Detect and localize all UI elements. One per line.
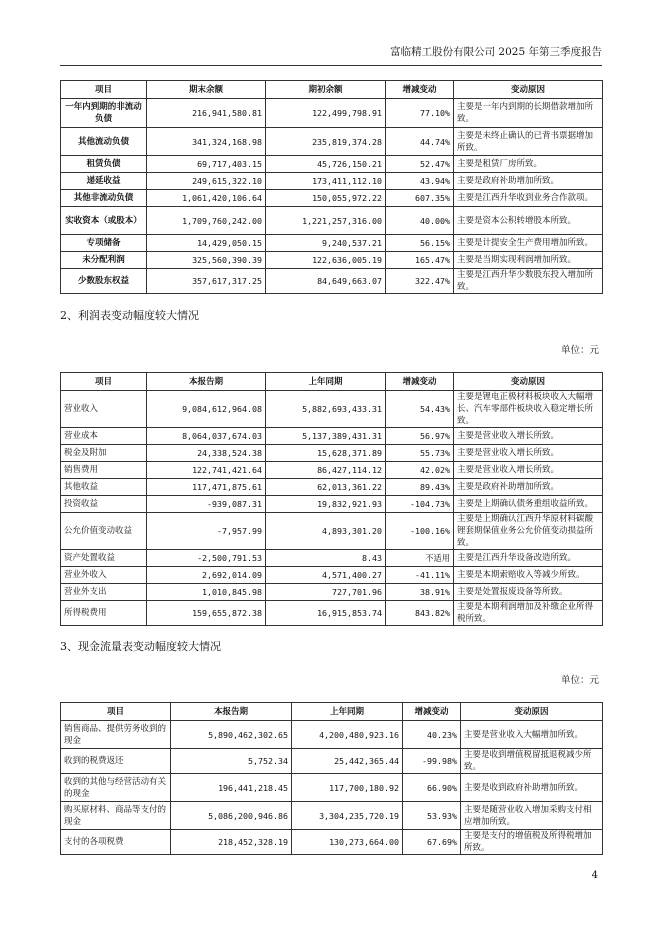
reason-cell: 主要是一年内到期的长期借款增加所致。 bbox=[454, 99, 603, 128]
table-row bbox=[61, 567, 603, 584]
item-cell: 实收资本（或股本） bbox=[61, 207, 147, 235]
column-header: 变动原因 bbox=[454, 81, 603, 99]
table-row bbox=[61, 99, 603, 128]
table-header-row bbox=[61, 373, 603, 391]
table-row bbox=[61, 269, 603, 294]
cashflow-changes-table bbox=[60, 702, 603, 855]
change-percent-cell: 67.69% bbox=[403, 830, 461, 855]
reason-cell: 主要是资本公积转增股本所致。 bbox=[454, 207, 603, 235]
table-row bbox=[61, 513, 603, 550]
table-row bbox=[61, 479, 603, 496]
column-header: 期初余额 bbox=[266, 81, 386, 99]
reason-cell: 主要是本期利润增加及补缴企业所得税所致。 bbox=[454, 601, 603, 626]
reason-cell: 主要是营业收入增长所致。 bbox=[454, 445, 603, 462]
column-header: 上年同期 bbox=[292, 703, 403, 721]
prior-value-cell: 4,571,400.27 bbox=[266, 567, 386, 584]
item-cell: 支付的各项税费 bbox=[61, 830, 171, 855]
current-value-cell: 159,655,872.38 bbox=[147, 601, 266, 626]
table-row bbox=[61, 749, 603, 774]
item-cell: 租赁负债 bbox=[61, 156, 147, 173]
current-value-cell: 2,692,014.09 bbox=[147, 567, 266, 584]
item-cell: 未分配利润 bbox=[61, 252, 147, 269]
current-value-cell: 14,429,050.15 bbox=[147, 235, 266, 252]
balance-sheet-changes-table bbox=[60, 80, 603, 294]
change-percent-cell: -99.98% bbox=[403, 749, 461, 774]
current-value-cell: 24,338,524.38 bbox=[147, 445, 266, 462]
table-row bbox=[61, 391, 603, 428]
change-percent-cell: 165.47% bbox=[386, 252, 454, 269]
prior-value-cell: 727,701.96 bbox=[266, 584, 386, 601]
current-value-cell: 1,010,845.98 bbox=[147, 584, 266, 601]
current-value-cell: -2,500,791.53 bbox=[147, 550, 266, 567]
reason-cell: 主要是营业收入大幅增加所致。 bbox=[461, 721, 603, 749]
current-value-cell: 117,471,875.61 bbox=[147, 479, 266, 496]
change-percent-cell: 322.47% bbox=[386, 269, 454, 294]
column-header: 增减变动 bbox=[403, 703, 461, 721]
reason-cell: 主要是锂电正极材料板块收入大幅增长、汽车零部件板块收入稳定增长所致。 bbox=[454, 391, 603, 428]
change-percent-cell: 607.35% bbox=[386, 190, 454, 207]
change-percent-cell: 55.73% bbox=[386, 445, 454, 462]
change-percent-cell: 42.02% bbox=[386, 462, 454, 479]
column-header: 增减变动 bbox=[386, 373, 454, 391]
column-header: 增减变动 bbox=[386, 81, 454, 99]
current-value-cell: 5,086,200,946.86 bbox=[171, 802, 292, 830]
current-value-cell: 341,324,168.98 bbox=[147, 128, 266, 156]
reason-cell: 主要是收到增值税留抵退税减少所致。 bbox=[461, 749, 603, 774]
table-row bbox=[61, 235, 603, 252]
prior-value-cell: 1,221,257,316.00 bbox=[266, 207, 386, 235]
item-cell: 专项储备 bbox=[61, 235, 147, 252]
prior-value-cell: 15,628,371.89 bbox=[266, 445, 386, 462]
prior-value-cell: 173,411,112.10 bbox=[266, 173, 386, 190]
current-value-cell: 325,560,390.39 bbox=[147, 252, 266, 269]
table-row bbox=[61, 601, 603, 626]
reason-cell: 主要是江西升华设备改造所致。 bbox=[454, 550, 603, 567]
reason-cell: 主要是政府补助增加所致。 bbox=[454, 479, 603, 496]
income-statement-changes-table bbox=[60, 372, 603, 626]
table-row bbox=[61, 462, 603, 479]
current-value-cell: 1,061,420,106.64 bbox=[147, 190, 266, 207]
current-value-cell: 8,064,037,674.03 bbox=[147, 428, 266, 445]
item-cell: 递延收益 bbox=[61, 173, 147, 190]
item-cell: 其他非流动负债 bbox=[61, 190, 147, 207]
current-value-cell: 357,617,317.25 bbox=[147, 269, 266, 294]
item-cell: 税金及附加 bbox=[61, 445, 147, 462]
prior-value-cell: 84,649,663.07 bbox=[266, 269, 386, 294]
prior-value-cell: 3,304,235,720.19 bbox=[292, 802, 403, 830]
table-row bbox=[61, 207, 603, 235]
table-row bbox=[61, 802, 603, 830]
prior-value-cell: 62,013,361.22 bbox=[266, 479, 386, 496]
unit-label-income: 单位：元 bbox=[560, 345, 599, 356]
section-title-income: 2、利润表变动幅度较大情况 bbox=[60, 309, 199, 322]
table-row bbox=[61, 774, 603, 802]
prior-value-cell: 122,636,005.19 bbox=[266, 252, 386, 269]
change-percent-cell: 40.23% bbox=[403, 721, 461, 749]
column-header: 项目 bbox=[61, 703, 171, 721]
table-row bbox=[61, 428, 603, 445]
table-row bbox=[61, 445, 603, 462]
item-cell: 购买原材料、商品等支付的现金 bbox=[61, 802, 171, 830]
reason-cell: 主要是租赁厂房所致。 bbox=[454, 156, 603, 173]
change-percent-cell: 56.97% bbox=[386, 428, 454, 445]
current-value-cell: 216,941,580.81 bbox=[147, 99, 266, 128]
current-value-cell: 122,741,421.64 bbox=[147, 462, 266, 479]
item-cell: 营业成本 bbox=[61, 428, 147, 445]
table-row bbox=[61, 550, 603, 567]
change-percent-cell: 43.94% bbox=[386, 173, 454, 190]
item-cell: 公允价值变动收益 bbox=[61, 513, 147, 550]
change-percent-cell: 66.90% bbox=[403, 774, 461, 802]
item-cell: 少数股东权益 bbox=[61, 269, 147, 294]
current-value-cell: 218,452,328.19 bbox=[171, 830, 292, 855]
prior-value-cell: 4,893,301.20 bbox=[266, 513, 386, 550]
column-header: 本报告期 bbox=[147, 373, 266, 391]
table-row bbox=[61, 173, 603, 190]
reason-cell: 主要是本期索赔收入等减少所致。 bbox=[454, 567, 603, 584]
change-percent-cell: 52.47% bbox=[386, 156, 454, 173]
item-cell: 收到的其他与经营活动有关的现金 bbox=[61, 774, 171, 802]
item-cell: 所得税费用 bbox=[61, 601, 147, 626]
current-value-cell: 5,890,462,302.65 bbox=[171, 721, 292, 749]
table-row bbox=[61, 156, 603, 173]
item-cell: 其他流动负债 bbox=[61, 128, 147, 156]
page-number: 4 bbox=[591, 870, 598, 881]
reason-cell: 主要是随营业收入增加采购支付相应增加所致。 bbox=[461, 802, 603, 830]
column-header: 项目 bbox=[61, 373, 147, 391]
table-header-row bbox=[61, 703, 603, 721]
table-header-row bbox=[61, 81, 603, 99]
unit-label-cashflow: 单位：元 bbox=[560, 675, 599, 686]
reason-cell: 主要是营业收入增长所致。 bbox=[454, 428, 603, 445]
prior-value-cell: 122,499,798.91 bbox=[266, 99, 386, 128]
current-value-cell: 1,709,760,242.00 bbox=[147, 207, 266, 235]
reason-cell: 主要是处置报废设备等所致。 bbox=[454, 584, 603, 601]
change-percent-cell: 不适用 bbox=[386, 550, 454, 567]
current-value-cell: 9,084,612,964.08 bbox=[147, 391, 266, 428]
item-cell: 销售商品、提供劳务收到的现金 bbox=[61, 721, 171, 749]
change-percent-cell: -41.11% bbox=[386, 567, 454, 584]
item-cell: 营业外收入 bbox=[61, 567, 147, 584]
change-percent-cell: 44.74% bbox=[386, 128, 454, 156]
prior-value-cell: 130,273,664.00 bbox=[292, 830, 403, 855]
prior-value-cell: 45,726,150.21 bbox=[266, 156, 386, 173]
reason-cell: 主要是政府补助增加所致。 bbox=[454, 173, 603, 190]
prior-value-cell: 4,200,480,923.16 bbox=[292, 721, 403, 749]
reason-cell: 主要是收到政府补助增加所致。 bbox=[461, 774, 603, 802]
change-percent-cell: 40.00% bbox=[386, 207, 454, 235]
change-percent-cell: 77.10% bbox=[386, 99, 454, 128]
column-header: 上年同期 bbox=[266, 373, 386, 391]
change-percent-cell: 53.93% bbox=[403, 802, 461, 830]
table-row bbox=[61, 128, 603, 156]
column-header: 项目 bbox=[61, 81, 147, 99]
item-cell: 销售费用 bbox=[61, 462, 147, 479]
reason-cell: 主要是计提安全生产费用增加所致。 bbox=[454, 235, 603, 252]
table-row bbox=[61, 721, 603, 749]
column-header: 变动原因 bbox=[461, 703, 603, 721]
item-cell: 收到的税费返还 bbox=[61, 749, 171, 774]
reason-cell: 主要是江西升华少数股东投入增加所致。 bbox=[454, 269, 603, 294]
current-value-cell: 249,615,322.10 bbox=[147, 173, 266, 190]
reason-cell: 主要是未终止确认的已背书票据增加所致。 bbox=[454, 128, 603, 156]
current-value-cell: -7,957.99 bbox=[147, 513, 266, 550]
report-header: 富临精工股份有限公司 2025 年第三季度报告 bbox=[390, 46, 602, 58]
change-percent-cell: -100.16% bbox=[386, 513, 454, 550]
change-percent-cell: 843.82% bbox=[386, 601, 454, 626]
current-value-cell: 196,441,218.45 bbox=[171, 774, 292, 802]
reason-cell: 主要是支付的增值税及所得税增加所致。 bbox=[461, 830, 603, 855]
change-percent-cell: 89.43% bbox=[386, 479, 454, 496]
reason-cell: 主要是上期确认江西升华原材料碳酸锂套期保值业务公允价值变动损益所致。 bbox=[454, 513, 603, 550]
change-percent-cell: -104.73% bbox=[386, 496, 454, 513]
current-value-cell: 5,752.34 bbox=[171, 749, 292, 774]
change-percent-cell: 54.43% bbox=[386, 391, 454, 428]
column-header: 期末余额 bbox=[147, 81, 266, 99]
current-value-cell: 69,717,403.15 bbox=[147, 156, 266, 173]
prior-value-cell: 9,240,537.21 bbox=[266, 235, 386, 252]
table-row bbox=[61, 496, 603, 513]
column-header: 变动原因 bbox=[454, 373, 603, 391]
item-cell: 投资收益 bbox=[61, 496, 147, 513]
prior-value-cell: 86,427,114.12 bbox=[266, 462, 386, 479]
prior-value-cell: 16,915,853.74 bbox=[266, 601, 386, 626]
prior-value-cell: 8.43 bbox=[266, 550, 386, 567]
item-cell: 一年内到期的非流动负债 bbox=[61, 99, 147, 128]
item-cell: 其他收益 bbox=[61, 479, 147, 496]
reason-cell: 主要是江西升华收到业务合作款项。 bbox=[454, 190, 603, 207]
prior-value-cell: 5,137,389,431.31 bbox=[266, 428, 386, 445]
prior-value-cell: 5,882,693,433.31 bbox=[266, 391, 386, 428]
reason-cell: 主要是上期确认债务重组收益所致。 bbox=[454, 496, 603, 513]
item-cell: 营业外支出 bbox=[61, 584, 147, 601]
header-divider bbox=[60, 65, 602, 66]
table-row bbox=[61, 190, 603, 207]
prior-value-cell: 117,700,180.92 bbox=[292, 774, 403, 802]
table-row bbox=[61, 830, 603, 855]
prior-value-cell: 235,819,374.28 bbox=[266, 128, 386, 156]
column-header: 本报告期 bbox=[171, 703, 292, 721]
current-value-cell: -939,087.31 bbox=[147, 496, 266, 513]
reason-cell: 主要是当期实现利润增加所致。 bbox=[454, 252, 603, 269]
item-cell: 资产处置收益 bbox=[61, 550, 147, 567]
change-percent-cell: 38.91% bbox=[386, 584, 454, 601]
reason-cell: 主要是营业收入增长所致。 bbox=[454, 462, 603, 479]
prior-value-cell: 19,832,921.93 bbox=[266, 496, 386, 513]
section-title-cashflow: 3、现金流量表变动幅度较大情况 bbox=[60, 640, 221, 653]
item-cell: 营业收入 bbox=[61, 391, 147, 428]
prior-value-cell: 150,055,972.22 bbox=[266, 190, 386, 207]
change-percent-cell: 56.15% bbox=[386, 235, 454, 252]
table-row bbox=[61, 584, 603, 601]
prior-value-cell: 25,442,365.44 bbox=[292, 749, 403, 774]
table-row bbox=[61, 252, 603, 269]
